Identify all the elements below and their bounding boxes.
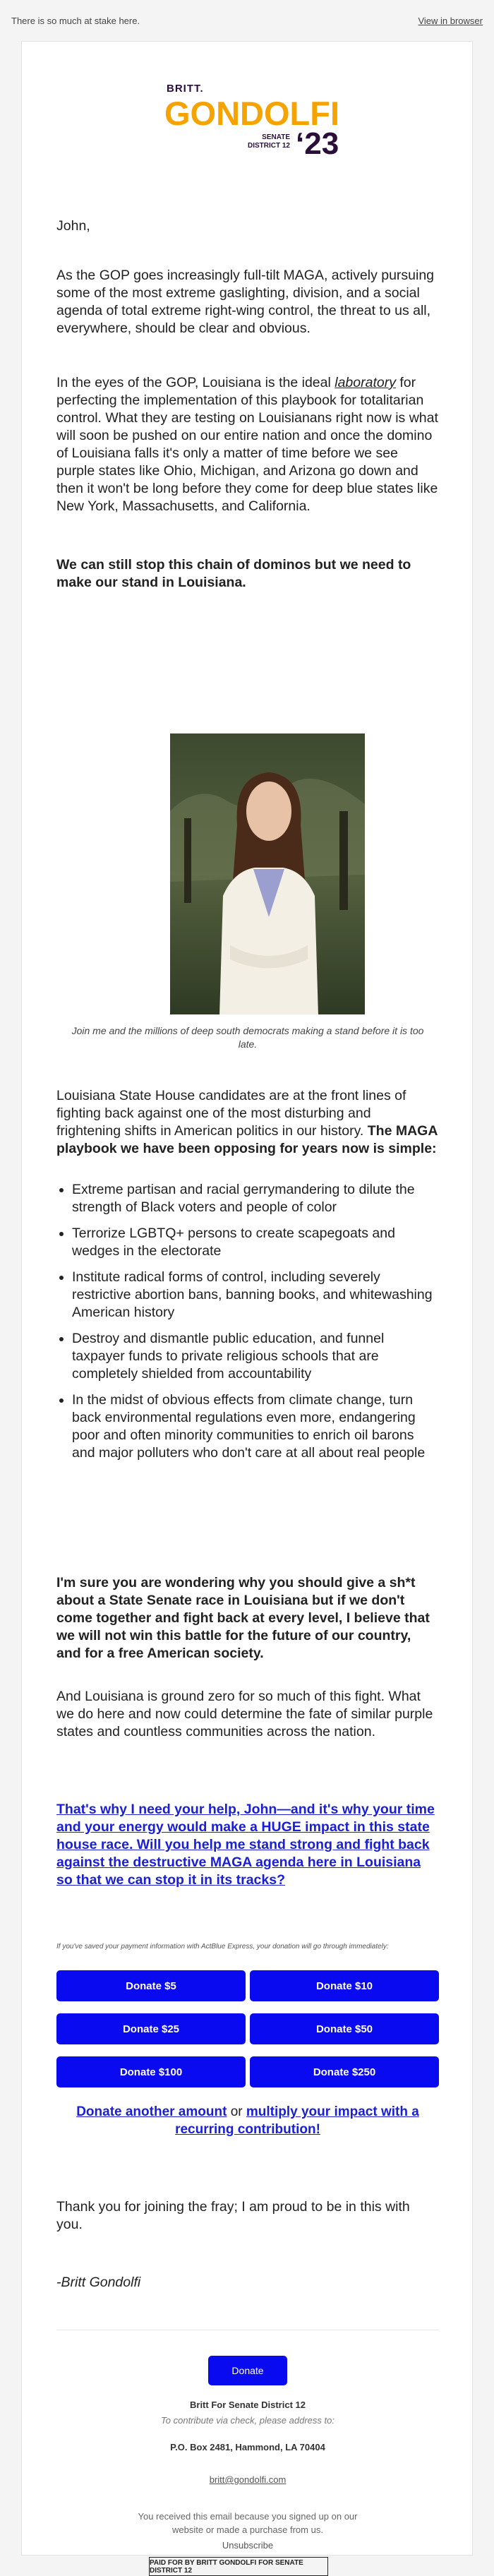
logo-district: SENATE DISTRICT 12 (247, 133, 290, 150)
logo-year: ‘23 (296, 126, 339, 161)
preheader-bar (0, 0, 494, 41)
donate-250-button[interactable]: Donate $250 (250, 2056, 439, 2087)
paragraph-4: Louisiana State House candidates are at the front lines of fighting back against one of the most disturbing and frightening shifts in American politics in our history. The MAGA playbook we have been opposing for years now is simple: (56, 1088, 438, 1156)
paragraph-6: And Louisiana is ground zero for so much of this fight. What we do here and now could determine the fate of similar purple states and countless communities across the nation. (56, 1689, 433, 1739)
preheader-text: There is so much at stake here. (11, 15, 140, 26)
view-in-browser-link[interactable]: View in browser (418, 15, 483, 26)
paragraph-5: I'm sure you are wondering why you should give a sh*t about a State Senate race in Louisiana but if we don't come together and fight back at every level, I believe that we will not win this battle for the future of our country, and for a free American society. (56, 1575, 430, 1661)
recurring-contribution-link[interactable]: multiply your impact with a recurring contribution! (175, 2104, 419, 2137)
unsubscribe-link[interactable]: Unsubscribe (222, 2540, 274, 2551)
thanks-paragraph: Thank you for joining the fray; I am proud to be in this with you. (56, 2199, 410, 2232)
campaign-logo (164, 83, 351, 161)
donate-5-button[interactable]: Donate $5 (56, 1970, 246, 2001)
donate-another-amount-link[interactable]: Donate another amount (76, 2104, 227, 2119)
logo-name: GONDOLFI (164, 95, 340, 132)
list-item: • Institute radical forms of control, including severely restrictive abortion bans, banning books, and whitewashing American history (72, 1269, 439, 1322)
playbook-list (56, 1181, 439, 1470)
list-item: • Destroy and dismantle public education, and funnel taxpayer funds to private religious schools that are completely shielded from accountability (72, 1330, 439, 1383)
footer-donate-button[interactable]: Donate (208, 2356, 287, 2385)
laboratory-link[interactable]: laboratory (335, 375, 396, 390)
signoff: -Britt Gondolfi (56, 2275, 141, 2290)
paragraph-2: In the eyes of the GOP, Louisiana is the ideal laboratory for perfecting the implementation of this playbook for totalitarian control. What they are testing on Louisianans right now is what will soon be pushed on our entire nation and once the domino of Louisiana falls it's only a matter of time before we see purple states like Ohio, Michigan, and Arizona go down and then it won't be long before they come for deep blue states like New York, Massachusetts, and California. (56, 375, 438, 514)
footer-email-link[interactable]: britt@gondolfi.com (209, 2474, 287, 2485)
list-item: • In the midst of obvious effects from climate change, turn back environmental regulations even more, endangering poor and often minority communities to enrich oil barons and major polluters who don't care at all about real people (72, 1391, 439, 1462)
candidate-photo (170, 733, 365, 1014)
donation-ask-link[interactable]: That's why I need your help, John—and it's why your time and your energy would make a HUGE impact in this state house race. Will you help me stand strong and fight back against the destructive MAGA agenda here in Louisiana so that we can stop it in its tracks? (56, 1802, 435, 1888)
list-item: • Terrorize LGBTQ+ persons to create scapegoats and wedges in the electorate (72, 1225, 439, 1260)
donate-25-button[interactable]: Donate $25 (56, 2013, 246, 2044)
footer-reason: You received this email because you signed up on our website or made a purchase from us. (138, 2511, 358, 2535)
email-card (21, 41, 473, 2575)
footer-address: P.O. Box 2481, Hammond, LA 70404 (170, 2442, 325, 2452)
more-donation-options: Donate another amount or multiply your impact with a recurring contribution! (76, 2104, 419, 2137)
paid-for-disclaimer: PAID FOR BY BRITT GONDOLFI FOR SENATE DISTRICT 12 (149, 2557, 328, 2576)
donate-50-button[interactable]: Donate $50 (250, 2013, 439, 2044)
greeting: John, (56, 218, 90, 234)
footer-org-name: Britt For Senate District 12 (190, 2400, 306, 2410)
photo-caption: Join me and the millions of deep south democrats making a stand before it is too late. (71, 1025, 424, 1050)
donate-10-button[interactable]: Donate $10 (250, 1970, 439, 2001)
logo-britt: BRITT. (167, 83, 204, 95)
footer-check-note: To contribute via check, please address to: (161, 2415, 335, 2426)
paragraph-3: We can still stop this chain of dominos but we need to make our stand in Louisiana. (56, 557, 411, 590)
list-item: • Extreme partisan and racial gerrymandering to dilute the strength of Black voters and people of color (72, 1181, 439, 1216)
donate-100-button[interactable]: Donate $100 (56, 2056, 246, 2087)
paragraph-1: As the GOP goes increasingly full-tilt MAGA, actively pursuing some of the most extreme gaslighting, division, and a social agenda of total extreme right-wing control, the threat to us all, everywhere, should be clear and obvious. (56, 268, 435, 336)
actblue-fine-print: If you've saved your payment information with ActBlue Express, your donation will go through immediately: (56, 1943, 389, 1951)
